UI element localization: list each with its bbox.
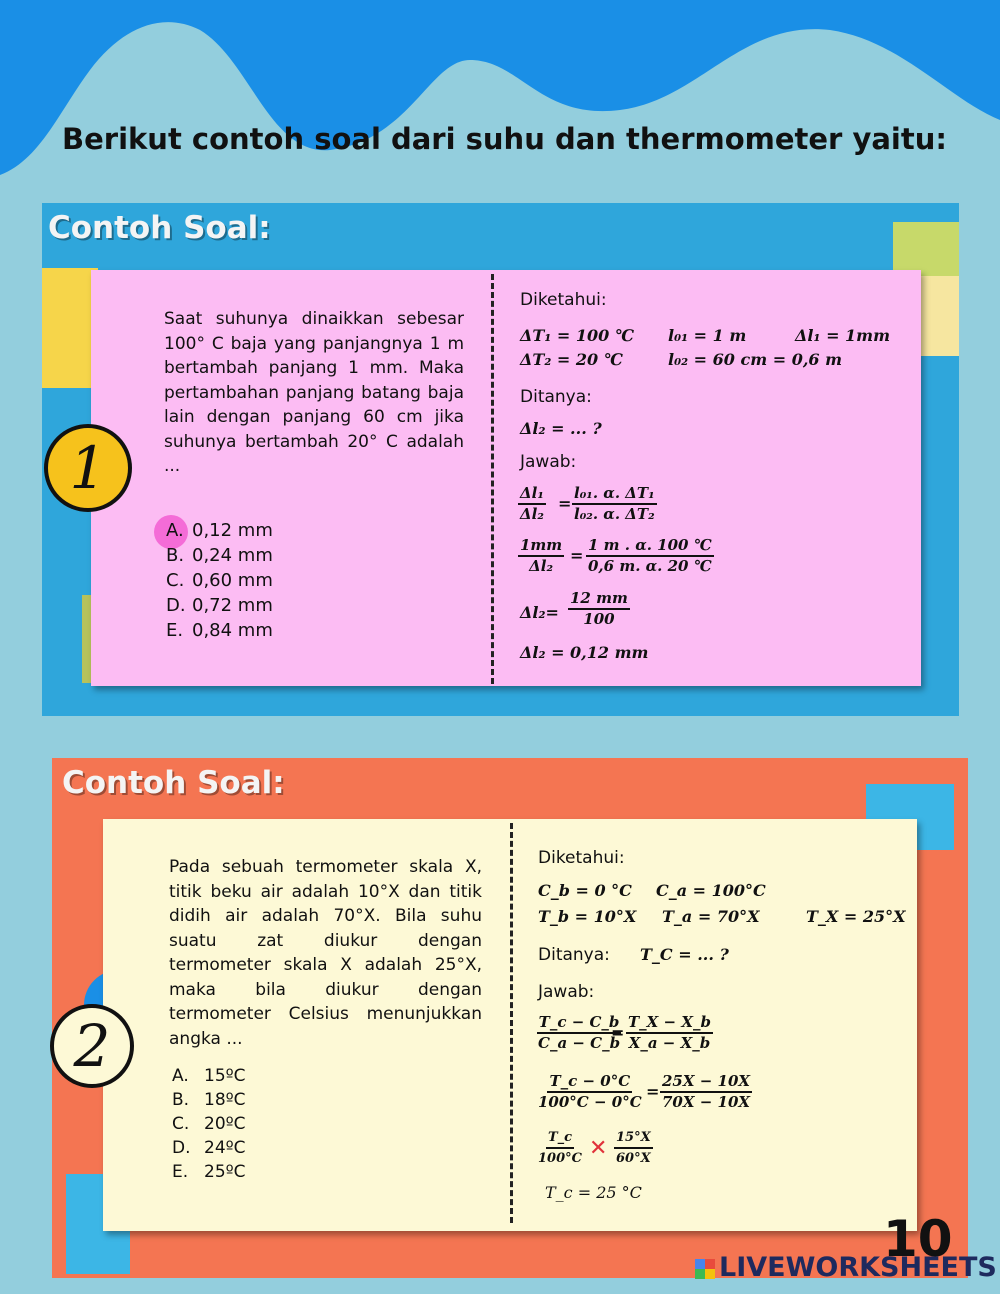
asked-value: Δl₂ = ... ? [520, 419, 602, 438]
ditanya-label: Ditanya: [520, 387, 592, 407]
option-a[interactable]: A. 15ºC [172, 1066, 246, 1086]
equation-fraction: $\frac{T\_c - 0^\circ C}{100^\circ C - 0^\circ C}$ [538, 1072, 642, 1111]
question-number: 1 [69, 434, 107, 502]
top-wave-background [0, 0, 1000, 200]
decor-square [917, 276, 959, 356]
asked-value: T_C = ... ? [640, 945, 729, 964]
page-heading: Berikut contoh soal dari suhu dan thermometer yaitu: [62, 122, 947, 156]
equation-fraction: $\frac{12 mm}{100}$ [570, 589, 628, 628]
liveworksheets-logo [695, 1252, 997, 1283]
equals-sign: = [611, 1023, 625, 1042]
equation-fraction: $\frac{T\_X - X\_b}{X\_a - X\_b}$ [628, 1013, 711, 1052]
card-title: Contoh Soal: [48, 210, 271, 246]
final-answer: T_c = 25 °C [545, 1183, 642, 1202]
option-c[interactable]: C. 20ºC [172, 1114, 246, 1134]
answer-options [166, 518, 273, 643]
equals-sign: = [558, 494, 572, 513]
page-number: 10 [883, 1210, 953, 1268]
equation-fraction: $\frac{\text{l₀₁. α. ΔT₁}}{\text{l₀₂. α. ΔT₂}}$ [574, 484, 655, 523]
panel-divider [491, 274, 494, 684]
equals-sign: = [570, 546, 584, 565]
question-number-badge [50, 1004, 134, 1088]
brand-name: LIVEWORKSHEETS [719, 1252, 997, 1283]
jawab-label: Jawab: [520, 452, 577, 472]
question-text: Pada sebuah termometer skala X, titik beku air adalah 10°X dan titik didih air adalah 70°X. Bila suhu suatu zat diukur dengan termometer skala X adalah 25°X, maka bila diukur dengan termometer Celsius menunjukkan angka ... [169, 857, 482, 1049]
given-value: ΔT₁ = 100 ℃ [520, 326, 635, 345]
equals-sign: = [646, 1082, 660, 1101]
equation-fraction: $\frac{25X - 10X}{70X - 10X}$ [662, 1072, 751, 1111]
option-a[interactable]: A. 0,12 mm [166, 520, 273, 541]
given-value: T_a = 70°X [662, 907, 760, 926]
cross-multiply-icon: ✕ [589, 1136, 608, 1161]
option-d[interactable]: D. 0,72 mm [166, 595, 273, 616]
option-d[interactable]: D. 24ºC [172, 1138, 246, 1158]
option-b[interactable]: B. 0,24 mm [166, 545, 273, 566]
question-number: 2 [73, 1012, 111, 1080]
equation-fraction: $\frac{\text{Δl₁}}{\text{Δl₂}}$ [520, 484, 544, 523]
jawab-label: Jawab: [538, 982, 595, 1002]
panel-divider [510, 823, 513, 1223]
option-c[interactable]: C. 0,60 mm [166, 570, 273, 591]
equation-fraction: $\frac{15^\circ X}{60^\circ X}$ [616, 1130, 651, 1166]
card-title: Contoh Soal: [62, 765, 285, 801]
diketahui-label: Diketahui: [520, 290, 607, 310]
option-e[interactable]: E. 25ºC [172, 1162, 246, 1182]
equation-fraction: $\frac{T\_c - C\_b}{C\_a - C\_b}$ [538, 1013, 621, 1052]
given-value: l₀₁ = 1 m [668, 326, 747, 345]
given-value: C_b = 0 °C [538, 881, 632, 900]
question-text: Saat suhunya dinaikkan sebesar 100° C baja yang panjangnya 1 m bertambah panjang 1 mm. Maka pertambahan panjang batang baja lain dengan panjang 60 cm jika suhunya bertambah 20° C adalah ... [164, 309, 464, 476]
option-b[interactable]: B. 18ºC [172, 1090, 246, 1110]
final-answer: Δl₂ = 0,12 mm [520, 643, 649, 662]
diketahui-label: Diketahui: [538, 848, 625, 868]
given-value: C_a = 100°C [656, 881, 766, 900]
equation-fraction: $\frac{T\_c}{100^\circ C}$ [538, 1130, 582, 1166]
given-value: l₀₂ = 60 cm = 0,6 m [668, 350, 843, 369]
equation-fraction: $\frac{1mm}{\text{Δl₂}}$ [520, 536, 563, 575]
option-e[interactable]: E. 0,84 mm [166, 620, 273, 641]
decor-square [42, 268, 98, 388]
logo-icon [695, 1259, 715, 1279]
given-value: ΔT₂ = 20 ℃ [520, 350, 623, 369]
answer-options [172, 1064, 246, 1184]
given-value: T_b = 10°X [538, 907, 637, 926]
given-value: Δl₁ = 1mm [795, 326, 891, 345]
equation-fraction: $\frac{1 m . \alpha. 100 ℃}{0,6 m. \alpha. 20 ℃}$ [588, 536, 712, 575]
question-number-badge [44, 424, 132, 512]
equation-lhs: Δl₂= [520, 603, 559, 622]
ditanya-label: Ditanya: [538, 945, 610, 965]
given-value: T_X = 25°X [806, 907, 906, 926]
